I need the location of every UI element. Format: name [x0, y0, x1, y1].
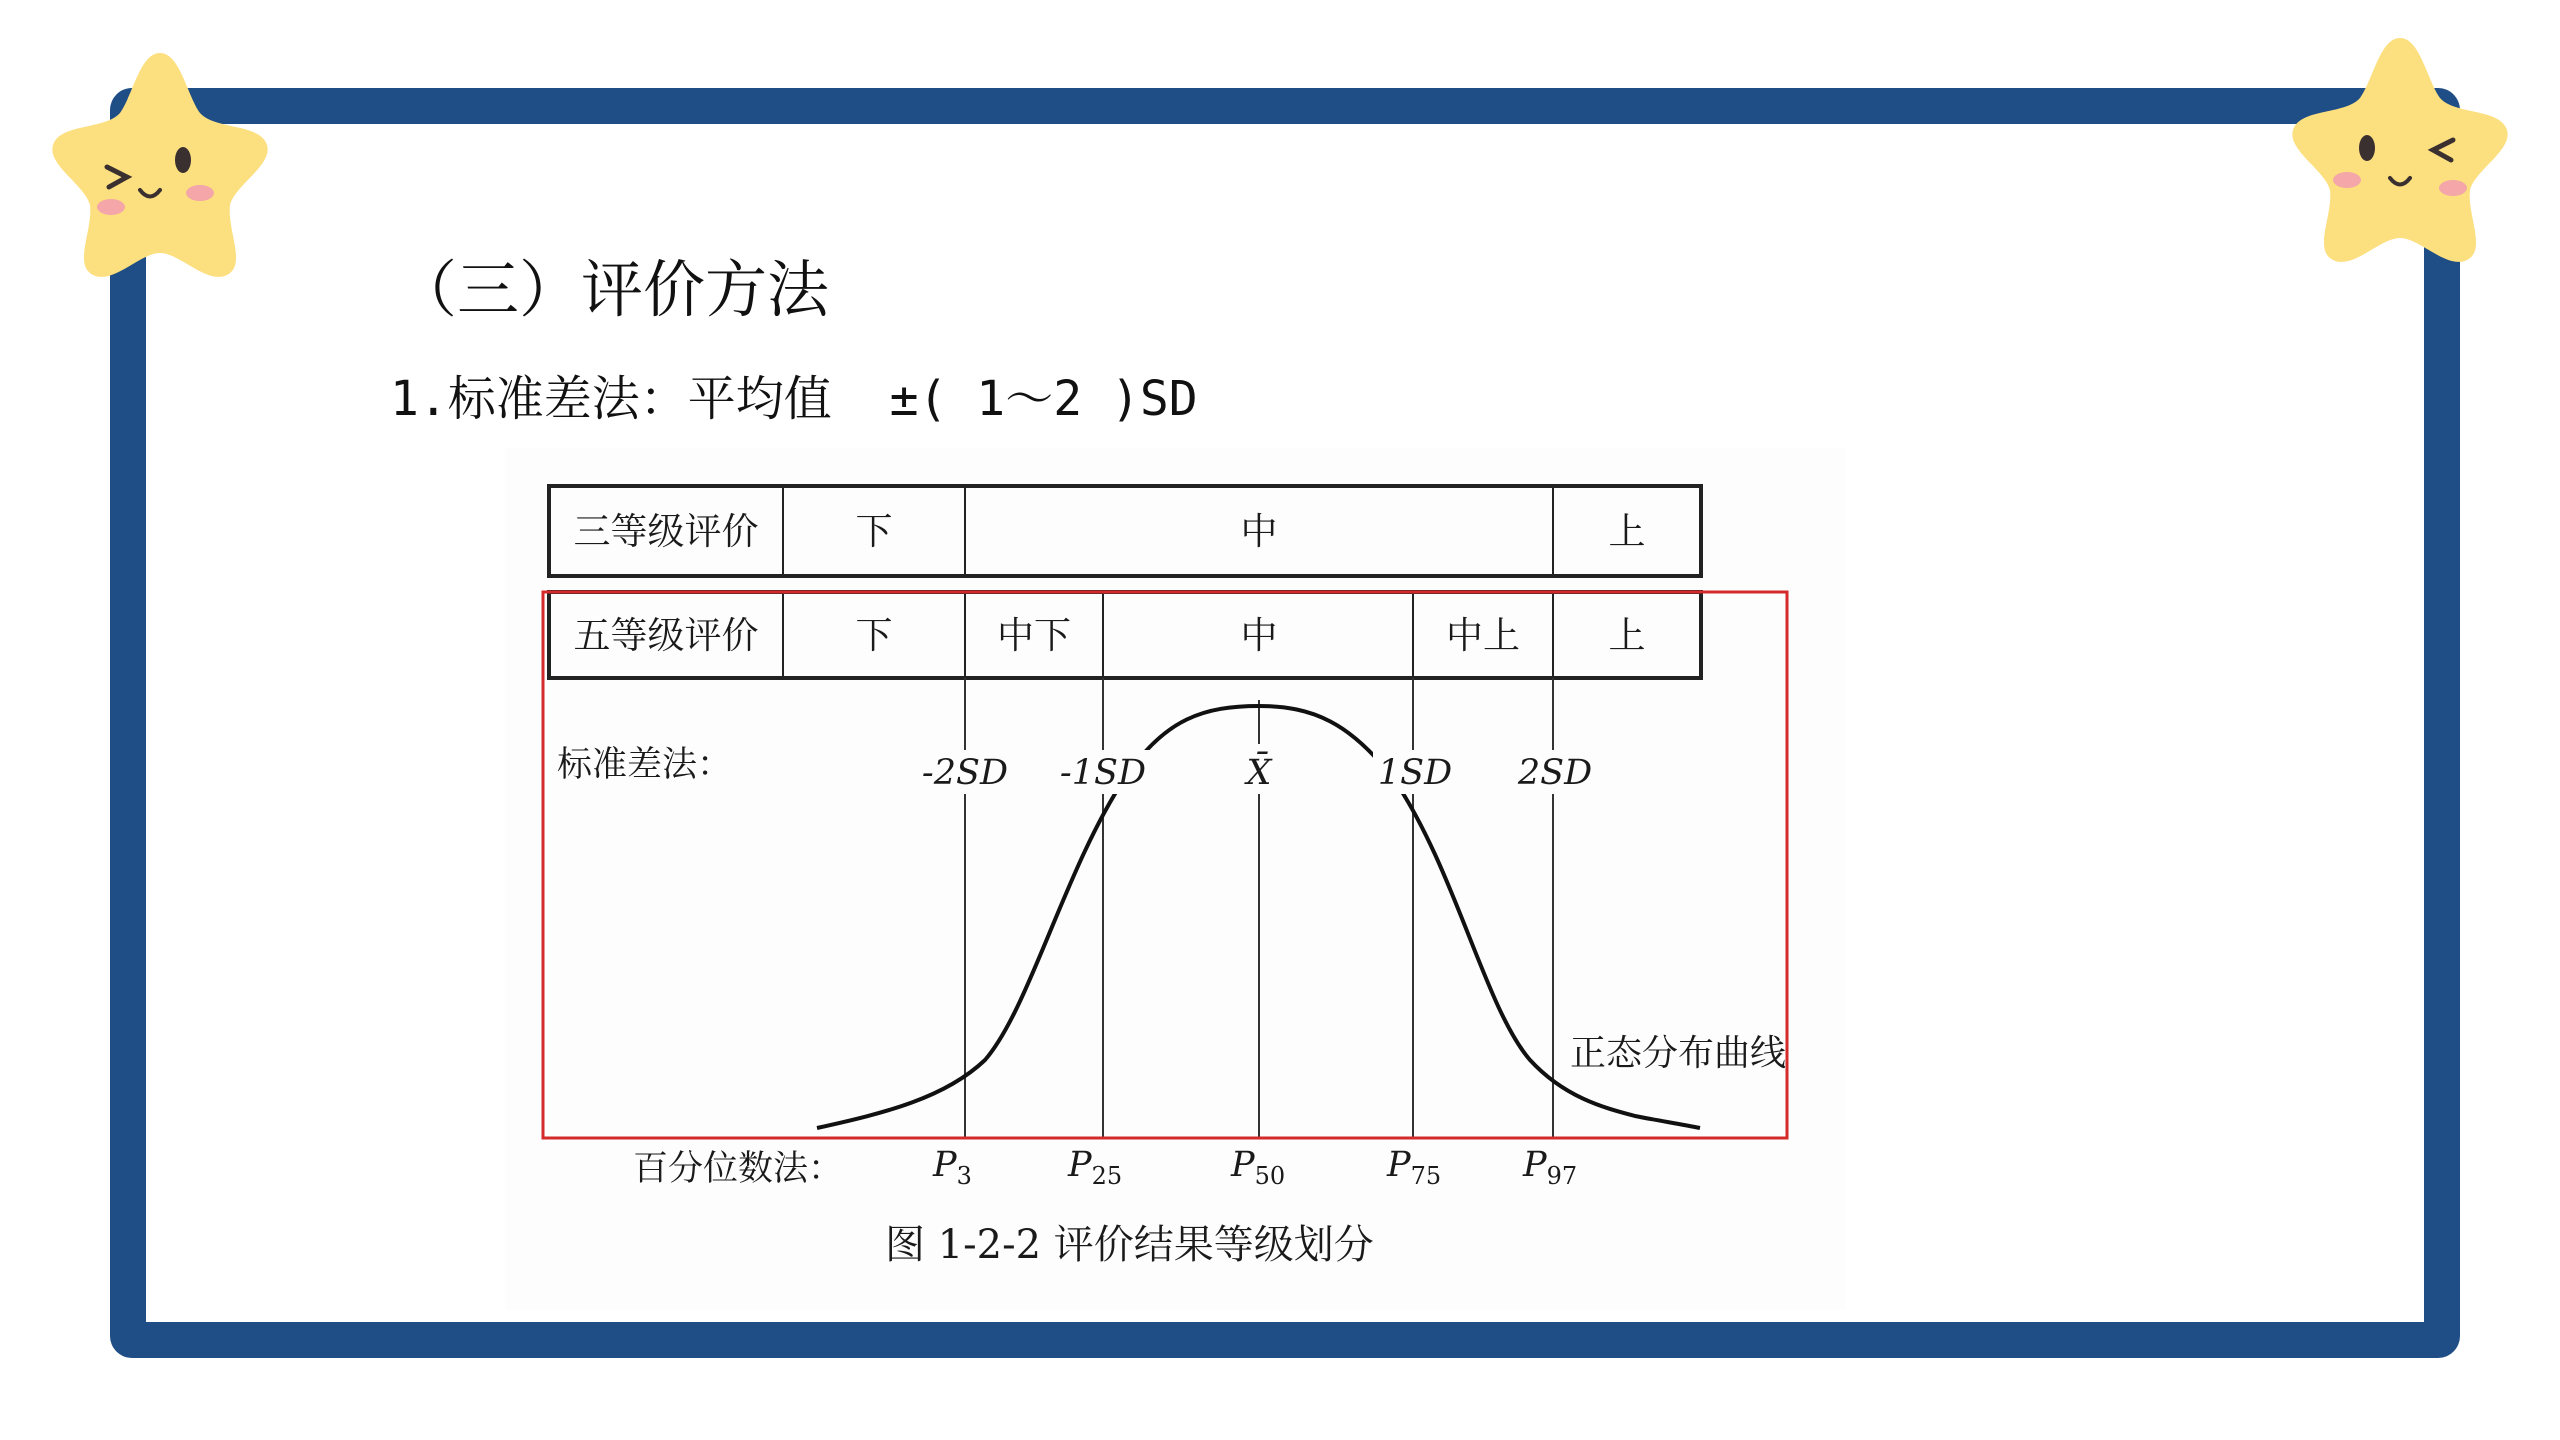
sd-label-mean: X̄ [1246, 753, 1272, 793]
percentile-p97: $P_{97}$ [1523, 1145, 1578, 1190]
percentile-p25: $P_{25}$ [1068, 1145, 1123, 1190]
grading-diagram [505, 448, 1845, 1310]
five-level-cell-lower-mid: 中下 [997, 614, 1071, 657]
section-title: （三）评价方法 [395, 253, 830, 326]
five-level-cell-mid: 中 [1240, 614, 1278, 657]
winking-star-icon [2275, 20, 2525, 270]
figure-caption: 图 1-2-2 评价结果等级划分 [885, 1222, 1374, 1268]
method-description: 1.标准差法：平均值 ±( 1～2 )SD [390, 371, 1198, 427]
sd-label-plus-2: 2SD [1517, 753, 1593, 793]
five-level-cell-upper-mid: 中上 [1446, 614, 1520, 657]
percentile-method-label: 百分位数法： [633, 1149, 844, 1189]
percentile-p75: $P_{75}$ [1387, 1145, 1442, 1190]
five-level-header: 五等级评价 [573, 614, 759, 657]
five-level-cell-high: 上 [1608, 614, 1646, 657]
percentile-p3: $P_3$ [933, 1145, 972, 1190]
curve-label: 正态分布曲线 [1570, 1033, 1787, 1074]
three-level-header: 三等级评价 [573, 510, 759, 553]
three-level-cell-low: 下 [855, 510, 893, 553]
diagram-panel [505, 448, 1845, 1310]
winking-star-icon [35, 35, 285, 285]
three-level-cell-mid: 中 [1240, 510, 1278, 553]
std-method-label: 标准差法： [557, 745, 733, 785]
percentile-p50: $P_{50}$ [1231, 1145, 1286, 1190]
sd-label-plus-1: 1SD [1377, 753, 1453, 793]
sd-label-minus-1: -1SD [1059, 753, 1147, 793]
sd-label-minus-2: -2SD [921, 753, 1009, 793]
five-level-cell-low: 下 [855, 614, 893, 657]
three-level-cell-high: 上 [1608, 510, 1646, 553]
